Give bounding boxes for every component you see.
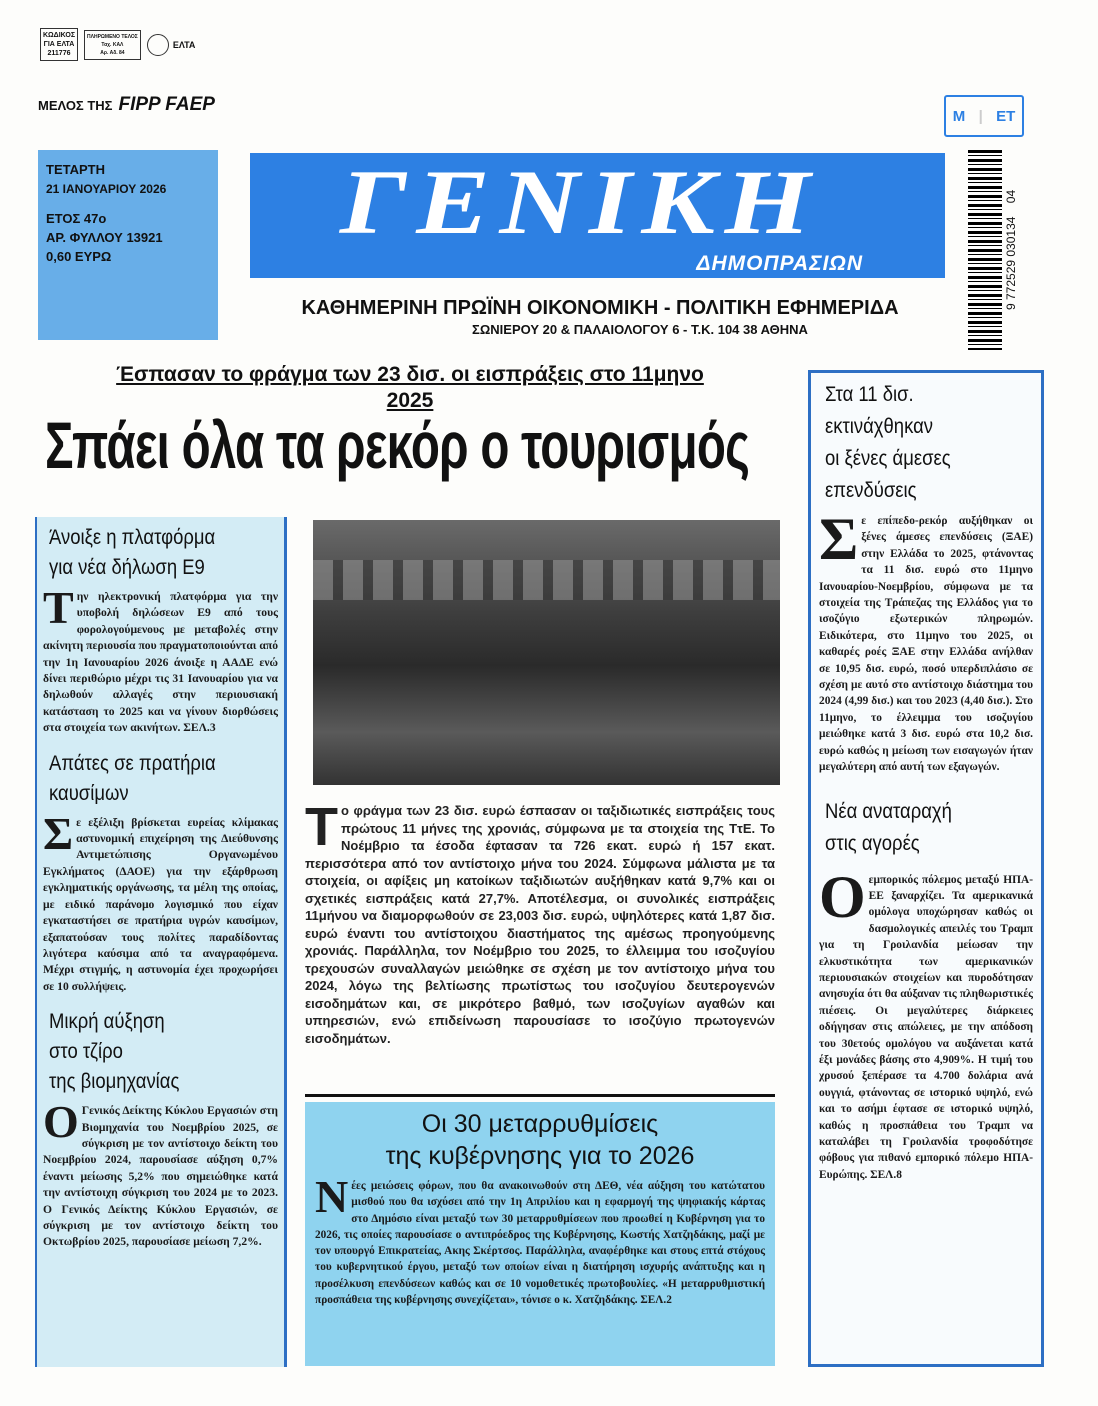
drop-cap: Τ [305, 797, 338, 857]
article-title: εκτινάχθηκαν [825, 415, 934, 438]
barcode-number [1004, 150, 1018, 350]
postal-marks [40, 28, 195, 61]
lead-article [305, 797, 775, 1047]
elta-label: ΕΛΤΑ [172, 39, 196, 50]
article-title: οι ξένες άμεσες [825, 447, 951, 470]
drop-cap: Σ [819, 506, 859, 572]
article-title: επενδύσεις [825, 479, 917, 502]
article-title: Νέα αναταραχή [825, 799, 952, 823]
drop-cap: Ν [315, 1171, 349, 1222]
article-title: Απάτες σε πρατήρια [49, 751, 216, 775]
article-fuel-fraud [43, 749, 278, 995]
issue-year: ΕΤΟΣ 47ο [46, 211, 107, 226]
met-right: ΕΤ [996, 107, 1016, 125]
left-column [35, 517, 287, 1367]
article-markets [819, 796, 1033, 1184]
paid-box-line: ΠΛΗΡΩΜΕΝΟ ΤΕΛΟΣ [87, 33, 138, 40]
barcode-icon [968, 150, 1002, 350]
article-fdi [819, 379, 1033, 776]
right-column [808, 370, 1044, 1367]
reforms-box [305, 1102, 775, 1366]
book-spine-icon: | [978, 107, 983, 125]
article-title: της κυβέρνησης για το 2026 [385, 1142, 695, 1170]
article-title: στο τζίρο [49, 1040, 123, 1064]
article-title: στις αγορές [825, 831, 920, 855]
article-body: ην ηλεκτρονική πλατφόρμα για την υποβολή δηλώσεων Ε9 από τους φορολογούμενους με μεταβολές στην ακίνητη περιουσία που πραγματοποιούνται από την 1η Ιανουαρίου 2026 άνοιξε η ΑΑΔΕ ενώ δίνει περιθώριο μέχρι τις 31 Ιανουαρίου για να δηλωθούν αλλαγές στην περιουσιακή κατάσταση το 2025 και να γίνουν διορθώσεις στα στοιχεία των ακινήτων. ΣΕΛ.3 [43, 590, 278, 735]
article-body: έες μειώσεις φόρων, που θα ανακοινωθούν στη ΔΕΘ, νέα αύξηση του κατώτατου μισθού που θα ισχύσει από την 1η Απριλίου και η εφαρμογή της ψηφιακής κάρτας στο Δημόσιο είναι μεταξύ των 30 μεταρρυθμίσεων που προωθεί η Κυβέρνηση για το 2026, τις οποίες παρουσίασε ο αντιπρόεδρος της Κυβέρνησης, Κωστής Χατζηδάκης, μαζί με τον υπουργό Επικρατείας, Ακης Σκέρτσος. Παράλληλα, αναφέρθηκε και στους επτά στόχους του κυβερνητικού έργου, μεταξύ των οποίων είναι η διατήρηση ισχυρής ανάπτυξης και η προσέλκυση επενδύσεων καθώς και σε 10 νομοθετικές πρωτοβουλίες. «Η μεταρρυθμιστική προσπάθεια της κυβέρνησης συνεχίζεται», τόνισε ο κ. Χατζηδάκης. ΣΕΛ.2 [315, 1180, 765, 1307]
issue-number: ΑΡ. ΦΥΛΛΟΥ 13921 [46, 230, 163, 245]
member-label: ΜΕΛΟΣ ΤΗΣ [38, 97, 113, 113]
article-title: για νέα δήλωση Ε9 [49, 556, 205, 579]
article-title: καυσίμων [49, 781, 129, 805]
code-box-line: 211776 [47, 50, 71, 57]
masthead [250, 153, 945, 278]
drop-cap: Τ [43, 582, 74, 633]
seal-icon [147, 34, 169, 56]
article-title: Άνοιξε η πλατφόρμα [49, 526, 216, 549]
paid-box-line: Ταχ. ΚΑΛ [101, 41, 124, 48]
article-title: Μικρή αύξηση [49, 1010, 165, 1034]
article-e9 [43, 523, 278, 737]
met-logo [944, 95, 1024, 137]
issue-info-box [38, 150, 218, 340]
divider [305, 1094, 775, 1097]
code-box-line: ΓΙΑ ΕΛΤΑ [43, 41, 75, 48]
article-body: ε επίπεδο-ρεκόρ αυξήθηκαν οι ξένες άμεσες επενδύσεις (ΞΑΕ) στην Ελλάδα το 2025, φτάνοντας τα 11 δισ. ευρώ στο 11μηνο Ιανουαρίου-Νοεμβρίου, σύμφωνα με τα στοιχεία της Τράπεζας της Ελλάδος για το ισοζύγιο εξωτερικών πληρωμών. Ειδικότερα, στο 11μηνο του 2025, οι καθαρές ροές ΞΑΕ στην Ελλάδα ανήλθαν σε 10,95 δισ. ευρώ, ποσό υπερδιπλάσιο σε σχέση με αυτό στο αντίστοιχο διάστημα του 2024 (4,99 δισ.) και του 2023 (4,40 δισ.). Στο 11μηνο, το έλλειμμα του ισοζυγίου μειώθηκε κατά 3 δισ. ευρώ στα 10,2 δισ. ευρώ καθώς η μείωση των εισαγωγών ήταν μεγαλύτερη από αυτή των εξαγωγών. [819, 515, 1033, 774]
drop-cap: Ο [819, 863, 866, 930]
code-box-line: ΚΩΔΙΚΟΣ [43, 32, 76, 39]
address: ΣΩΝΙΕΡΟΥ 20 & ΠΑΛΑΙΟΛΟΓΟΥ 6 - Τ.Κ. 104 38 ΑΘΗΝΑ [472, 322, 808, 337]
article-title: της βιομηχανίας [49, 1070, 180, 1094]
article-title: Οι 30 μεταρρυθμίσεις [421, 1110, 659, 1138]
elta-code-box [40, 28, 78, 61]
departure-board [313, 560, 780, 600]
article-body: ο φράγμα των 23 δισ. ευρώ έσπασαν οι ταξιδιωτικές εισπράξεις τους πρώτους 11 μήνες της χρονιάς, σύμφωνα με τα στοιχεία της ΤτΕ. Το Νοέμβριο τα έσοδα έφτασαν τα 726 εκατ. ευρώ ή 157 εκατ. περισσότερα από τον αντίστοιχο μήνα του 2024. Σύμφωνα μάλιστα με τα στοιχεία, οι αφίξεις μη κατοίκων ταξιδιωτών αυξήθηκαν κατά 9,7% και οι σχετικές εισπράξεις κατά 27,7%. Αποτέλεσμα, οι συνολικές εισπράξεις 11μήνου να διαμορφωθούν σε 23,003 δισ. ευρώ, υψηλότερες κατά 1,87 δισ. ευρώ έναντι του αντίστοιχου διαστήματος της αμέσως προηγούμενης χρονιάς. Παράλληλα, τον Νοέμβριο του 2025, το έλλειμμα του ισοζυγίου τρεχουσών συναλλαγών μειώθηκε σε σχέση με τον αντίστοιχο μήνα του 2024, λόγω της βελτίωσης πρωτίστως του ισοζυγίου δευτερογενών εισοδημάτων και, σε μικρότερο βαθμό, των ισοζυγίων αγαθών και υπηρεσιών, ενώ επιδείνωση παρουσίασε το ισοζύγιο πρωτογενών εισοδημάτων. [305, 803, 775, 1046]
drop-cap: Σ [43, 807, 74, 859]
membership [38, 94, 215, 116]
issue-price: 0,60 ΕΥΡΩ [46, 249, 112, 264]
tagline: ΚΑΘΗΜΕΡΙΝΗ ΠΡΩΪΝΗ ΟΙΚΟΝΟΜΙΚΗ - ΠΟΛΙΤΙΚΗ ΕΦΗΜΕΡΙΔΑ [301, 297, 899, 319]
paid-postage-box [84, 30, 141, 60]
lead-headline: Σπάει όλα τα ρεκόρ ο τουρισμός [45, 408, 750, 482]
masthead-subtitle: ΔΗΜΟΠΡΑΣΙΩΝ [696, 252, 863, 275]
issue-date: 21 ΙΑΝΟΥΑΡΙΟΥ 2026 [46, 182, 167, 196]
article-body: εμπορικός πόλεμος μεταξύ ΗΠΑ-ΕΕ ξαναρχίζει. Τα αμερικανικά ομόλογα υποχώρησαν καθώς οι δασμολογικές απειλές του Τραμπ για τη Γροιλανδία μείωσαν την ελκυστικότητα των αμερικανικών περιουσιακών στοιχείων και πυροδότησαν ανησυχία ότι θα αύξαναν τις πληθωριστικές πιέσεις. Οι μεγαλύτερες διάρκειες οδήγησαν στις απώλειες, με την απόδοση του 30ετούς ομολόγου να αυξάνεται κατά έξι μονάδες βάσης στο 4,909%. Η τιμή του χρυσού ξεπέρασε τα 4.700 δολάρια ανά ουγγιά, φτάνοντας σε ιστορικό υψηλό, ενώ και το ασήμι έφτασε σε ιστορικό υψηλό, καθώς η προσπάθεια του Τραμπ να καταλάβει τη Γροιλανδία τροφοδότησε φόβους για πιθανό εμπορικό πόλεμο ΗΠΑ-Ευρώπης. ΣΕΛ.8 [819, 873, 1033, 1181]
barcode-digits: 9 772529 030134 [1004, 216, 1018, 311]
barcode-addon: 04 [1004, 189, 1018, 204]
lead-kicker: Έσπασαν το φράγμα των 23 δισ. οι εισπράξεις στο 11μηνο 2025 [116, 363, 704, 412]
elta-logo [147, 34, 196, 56]
article-industry [43, 1007, 278, 1251]
airport-crowd-photo [313, 520, 780, 785]
drop-cap: Ο [43, 1096, 79, 1148]
issue-day: ΤΕΤΑΡΤΗ [46, 162, 105, 177]
met-left: Μ [952, 107, 966, 125]
fipp-logo: FIPP FAEP [118, 94, 215, 115]
masthead-title: ΓΕΝΙΚΗ [340, 153, 821, 253]
article-body: Γενικός Δείκτης Κύκλου Εργασιών στη Βιομηχανία του Νοεμβρίου 2025, σε σύγκριση με τον αντίστοιχο δείκτη του Νοεμβρίου 2024, παρουσίασε αύξηση 0,7% έναντι μείωσης 5,2% που σημειώθηκε κατά την αντίστοιχη σύγκριση του 2024 με το 2023. Ο Γενικός Δείκτης Κύκλου Εργασιών, σε σύγκριση με τον αντίστοιχο δείκτη του Οκτωβρίου 2025, παρουσίασε μείωση 7,2%. [43, 1104, 278, 1249]
paid-box-line: Αρ. Αδ. 84 [100, 49, 125, 56]
article-body: ε εξέλιξη βρίσκεται ευρείας κλίμακας αστυνομική επιχείρηση της Διεύθυνσης Αντιμετώπισης Οργανωμένου Εγκλήματος (ΔΑΟΕ) για την εξάρθρωση εγκληματικής οργάνωσης, τα μέλη της οποίας, με ειδικό παράνομο λογισμικό που είχαν εγκαταστήσει σε πρατήρια υγρών καυσίμων, εξαπατούσαν τους πολίτες παραδίδοντας λιγότερα καύσιμα από τα αναγραφόμενα. Μέχρι στιγμής, η αστυνομία έχει προχωρήσει σε 10 συλλήψεις. [43, 815, 278, 993]
article-title: Στα 11 δισ. [825, 383, 914, 406]
